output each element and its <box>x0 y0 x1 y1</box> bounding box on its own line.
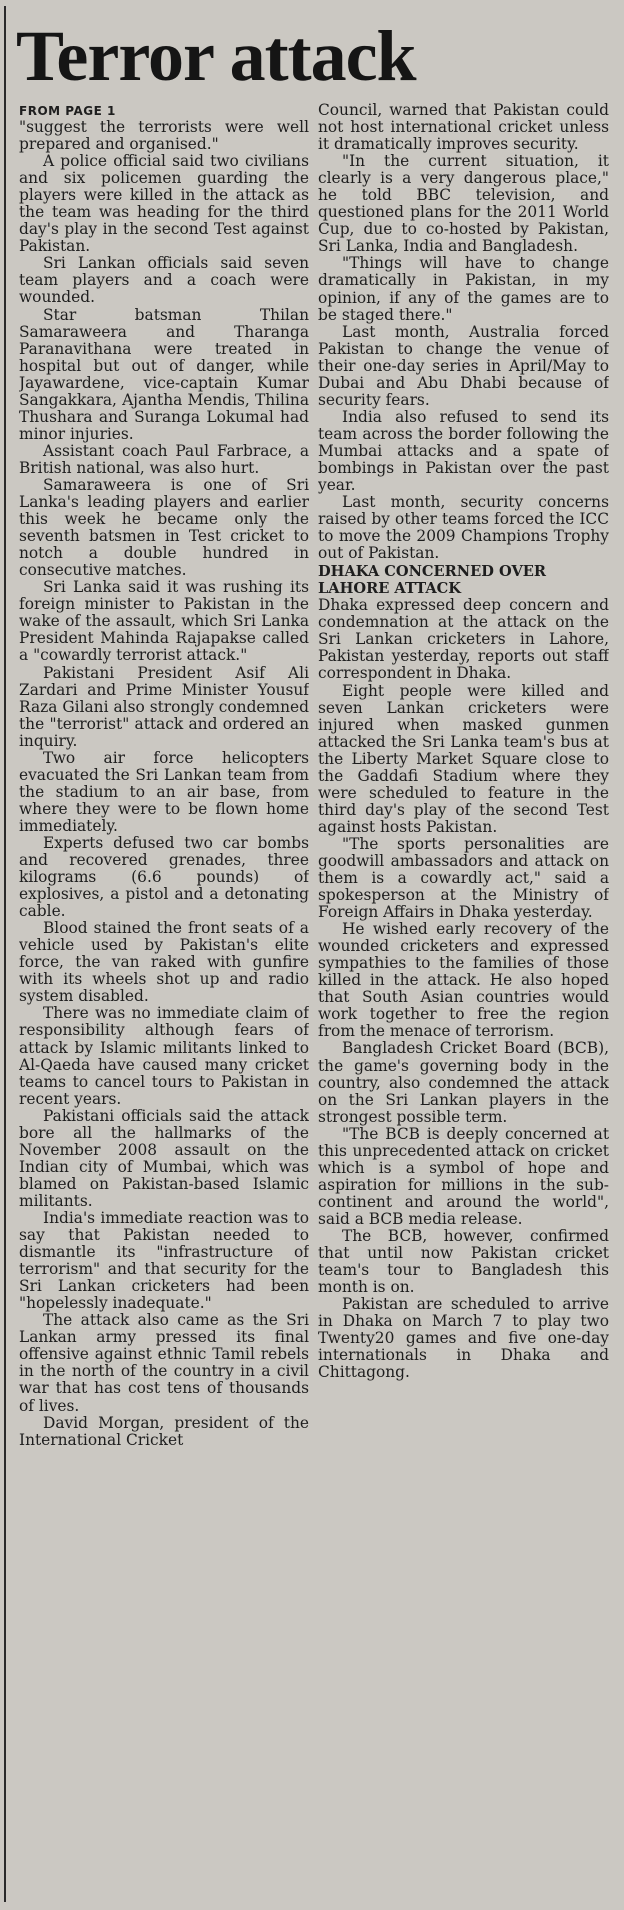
paragraph: Eight people were killed and seven Lankan cricketers were injured when masked gunmen attacked the Sri Lanka team's bus at the Liberty Market Square close to the Gaddafi Stadium where they were scheduled to feature in the third day's play of the second Test against hosts Pakistan. <box>318 681 609 836</box>
paragraph: India's immediate reaction was to say that Pakistan needed to dismantle its "infrastructure of terrorism" and that security for the Sri Lankan cricketers had been "hopelessly inadequate." <box>19 1209 309 1313</box>
paragraph: Sri Lankan officials said seven team players and a coach were wounded. <box>19 254 309 307</box>
paragraph: The attack also came as the Sri Lankan army pressed its final offensive against ethnic Tamil rebels in the north of the country in a civil war that has cost tens of thousands of lives. <box>19 1311 309 1415</box>
paragraph: "The BCB is deeply concerned at this unprecedented attack on cricket which is a symbol of hope and aspiration for millions in the sub-continent and around the world", said a BCB media release. <box>318 1124 609 1228</box>
paragraph: Dhaka expressed deep concern and condemnation at the attack on the Sri Lankan cricketers in Lahore, Pakistan yesterday, reports out staff correspondent in Dhaka. <box>318 596 609 683</box>
paragraph: "The sports personalities are goodwill ambassadors and attack on them is a cowardly act," said a spokesperson at the Ministry of Foreign Affairs in Dhaka yesterday. <box>318 834 609 922</box>
paragraph: A police official said two civilians and six policemen guarding the players were killed in the attack as the team was heading for the third day's play in the second Test against Pakistan. <box>19 152 309 256</box>
paragraph: Blood stained the front seats of a vehicle used by Pakistan's elite force, the van raked with gunfire with its wheels shot up and radio system disabled. <box>19 919 309 1006</box>
paragraph: He wished early recovery of the wounded cricketers and expressed sympathies to the families of those killed in the attack. He also hoped that South Asian countries would work together to free the region from the menace of terrorism. <box>318 920 609 1041</box>
paragraph: Pakistan are scheduled to arrive in Dhaka on March 7 to play two Twenty20 games and five one-day internationals in Dhaka and Chittagong. <box>318 1295 609 1382</box>
paragraph: Bangladesh Cricket Board (BCB), the game's governing body in the country, also condemned the attack on the Sri Lankan players in the strongest possible term. <box>318 1039 609 1126</box>
paragraph: Pakistani officials said the attack bore all the hallmarks of the November 2008 assault on the Indian city of Mumbai, which was blamed on Pakistan-based Islamic militants. <box>19 1106 309 1210</box>
paragraph: Pakistani President Asif Ali Zardari and Prime Minister Yousuf Raza Gilani also strongly condemned the "terrorist" attack and ordered an inquiry. <box>19 663 309 750</box>
paragraph: "Things will have to change dramatically in Pakistan, in my opinion, if any of the games are to be staged there." <box>318 254 609 324</box>
paragraph: Assistant coach Paul Farbrace, a British national, was also hurt. <box>19 441 309 477</box>
paragraph: Council, warned that Pakistan could not host international cricket unless it dramatically improves security. <box>318 102 609 154</box>
paragraph: India also refused to send its team across the border following the Mumbai attacks and a spate of bombings in Pakistan over the past year. <box>318 407 609 495</box>
paragraph: "In the current situation, it clearly is a very dangerous place," he told BBC television, and questioned plans for the 2011 World Cup, due to co-hosted by Pakistan, Sri Lanka, India and Bangladesh. <box>318 152 609 256</box>
article-column-1 <box>19 104 309 1449</box>
article-column-2 <box>318 102 609 1381</box>
paragraph: There was no immediate claim of responsibility although fears of attack by Islamic militants linked to Al-Qaeda have caused many cricket teams to cancel tours to Pakistan in recent years. <box>19 1004 309 1108</box>
kicker: FROM PAGE 1 <box>19 104 116 118</box>
headline: Terror attack <box>16 16 416 96</box>
paragraph: The BCB, however, confirmed that until now Pakistan cricket team's tour to Bangladesh this month is on. <box>318 1227 609 1297</box>
paragraph: Two air force helicopters evacuated the Sri Lankan team from the stadium to an air base, from where they were to be flown home immediately. <box>19 748 309 835</box>
subheading: DHAKA CONCERNED OVER LAHORE ATTACK <box>318 563 547 598</box>
paragraph: "suggest the terrorists were well prepared and organised." <box>19 118 309 154</box>
paragraph: Star batsman Thilan Samaraweera and Tharanga Paranavithana were treated in hospital but out of danger, while Jayawardene, vice-captain Kumar Sangakkara, Ajantha Mendis, Thilina Thushara and Suranga Lokumal had minor injuries. <box>19 305 309 443</box>
paragraph: Last month, security concerns raised by other teams forced the ICC to move the 2009 Champions Trophy out of Pakistan. <box>318 493 609 563</box>
paragraph: Experts defused two car bombs and recovered grenades, three kilograms (6.6 pounds) of explosives, a pistol and a detonating cable. <box>19 833 309 921</box>
paragraph: Samaraweera is one of Sri Lanka's leading players and earlier this week he became only the seventh batsmen in Test cricket to notch a double hundred in consecutive matches. <box>19 475 309 580</box>
column-rule <box>4 6 6 1902</box>
paragraph: David Morgan, president of the International Cricket <box>19 1413 309 1449</box>
paragraph: Sri Lanka said it was rushing its foreign minister to Pakistan in the wake of the assault, which Sri Lanka President Mahinda Rajapakse called a "cowardly terrorist attack." <box>19 578 309 665</box>
paragraph: Last month, Australia forced Pakistan to change the venue of their one-day series in April/May to Dubai and Abu Dhabi because of security fears. <box>318 322 609 409</box>
